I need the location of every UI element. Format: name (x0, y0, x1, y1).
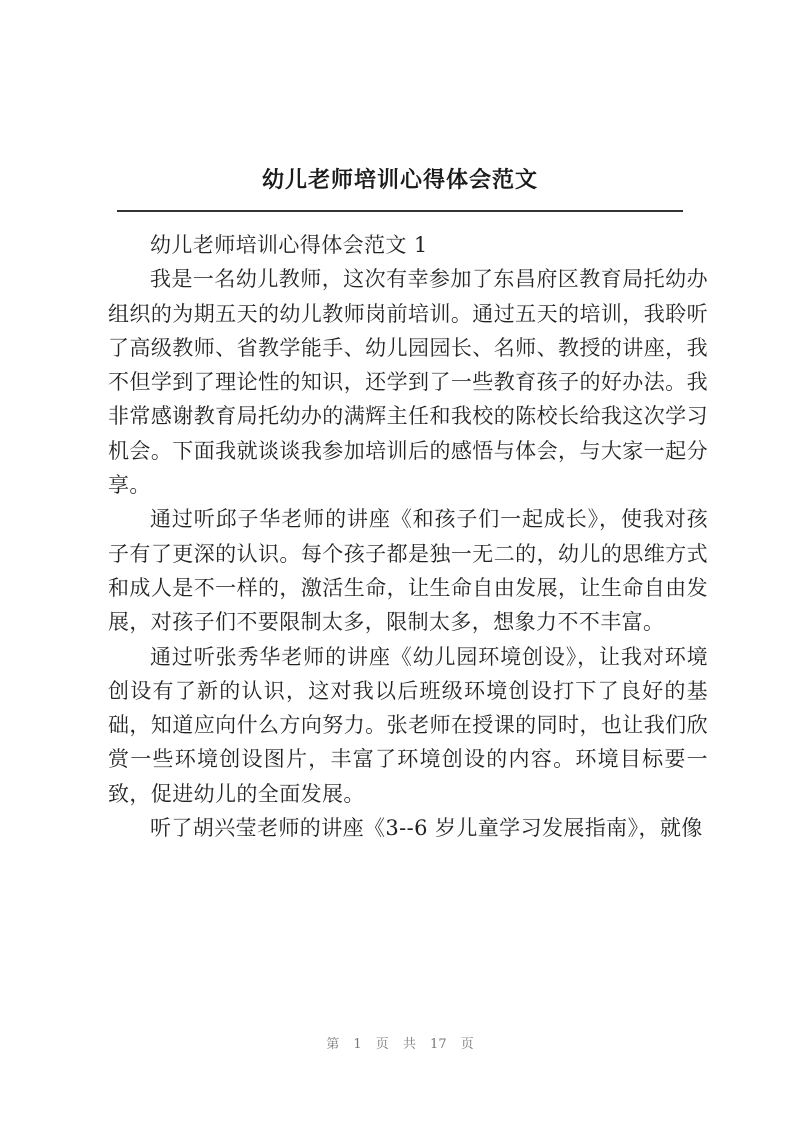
document-title: 幼儿老师培训心得体会范文 (261, 167, 538, 193)
title-divider (117, 210, 683, 212)
section-heading: 幼儿老师培训心得体会范文 1 (150, 233, 428, 257)
paragraph: 听了胡兴莹老师的讲座《3--6 岁儿童学习发展指南》，就像 (150, 816, 703, 841)
paragraph: 我是一名幼儿教师，这次有幸参加了东昌府区教育局托幼办组织的为期五天的幼儿教师岗前培训。通过五天的培训，我聆听了高级教师、省教学能手、幼儿园园长、名师、教授的讲座，我不但学到了理论性的知识，还学到了一些教育孩子的好办法。我非常感谢教育局托幼办的满辉主任和我校的陈校长给我这次学习机会。下面我就谈谈我参加培训后的感悟与体会，与大家一起分享。 (108, 267, 708, 498)
document-body (108, 228, 708, 845)
paragraph: 通过听邱子华老师的讲座《和孩子们一起成长》，使我对孩子有了更深的认识。每个孩子都是独一无二的，幼儿的思维方式和成人是不一样的，激活生命，让生命自由发展，让生命自由发展，对孩子们不要限制太多，限制太多，想象力不不丰富。 (108, 507, 708, 635)
page-number: 第 1 页 共 17 页 (326, 1037, 474, 1052)
paragraph: 通过听张秀华老师的讲座《幼儿园环境创设》，让我对环境创设有了新的认识，这对我以后班级环境创设打下了良好的基础，知道应向什么方向努力。张老师在授课的同时，也让我们欣赏一些环境创设图片，丰富了环境创设的内容。环境目标要一致，促进幼儿的全面发展。 (108, 644, 708, 806)
